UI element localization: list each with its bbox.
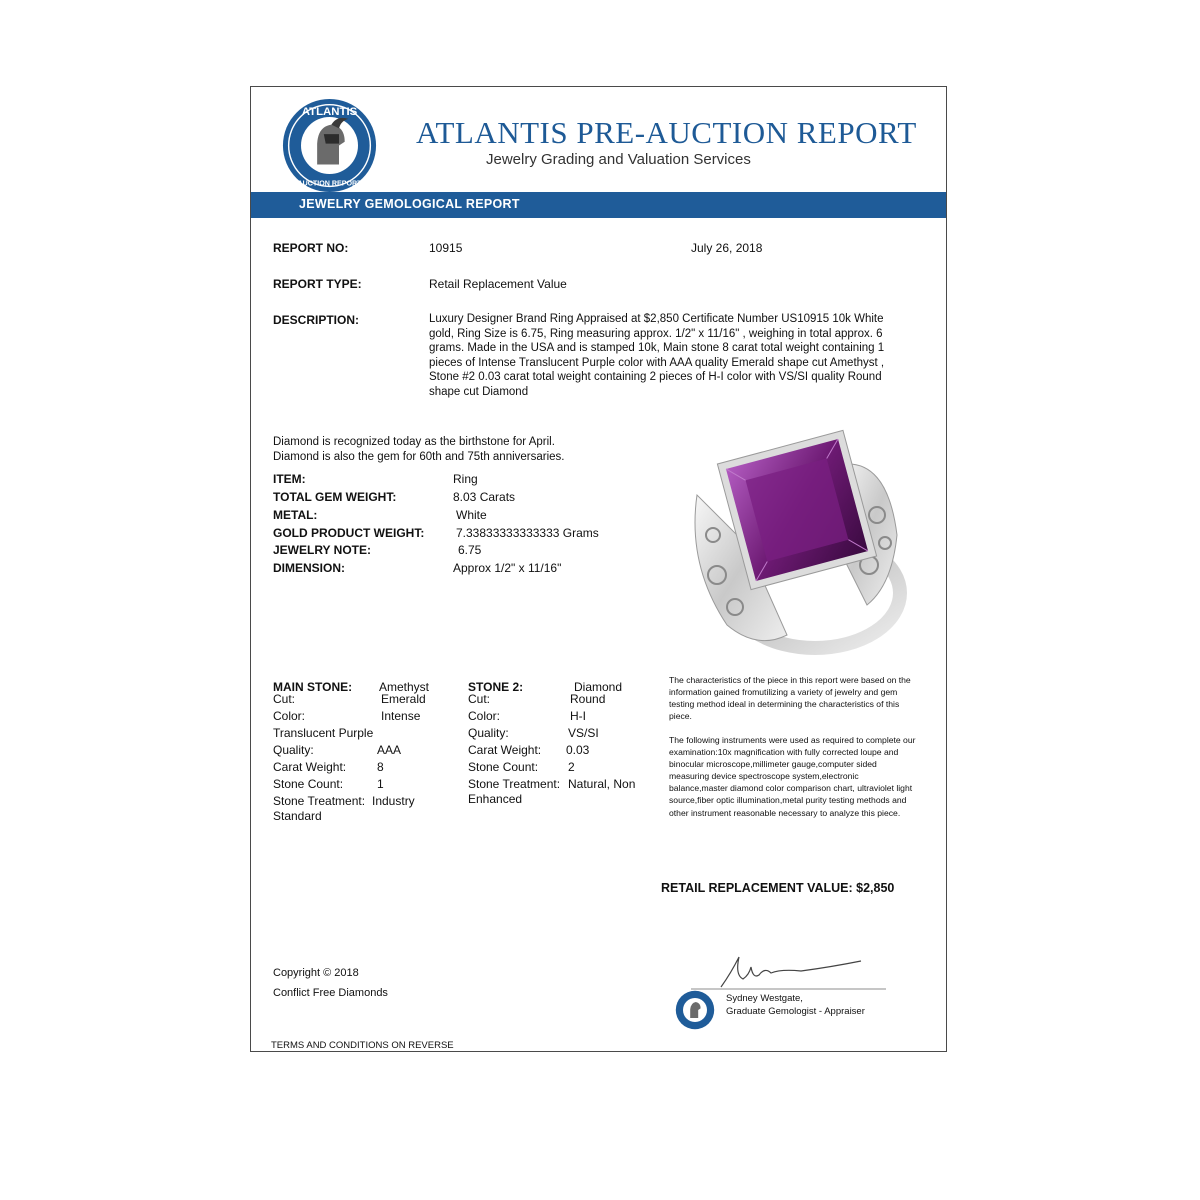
disclaimer-paragraph-1: The characteristics of the piece in this report were based on the information gained fromutilizing a variety of jewelry and gem testing method ideal in determining the characteristics of this piece. (669, 675, 911, 722)
stone2-treat-label: Stone Treatment: (468, 777, 561, 791)
section-band (251, 192, 946, 218)
ring-image (687, 425, 917, 655)
svg-text:AUCTION REPORT: AUCTION REPORT (297, 179, 362, 188)
stone2-weight-label: Carat Weight: (468, 743, 542, 757)
detail-label: GOLD PRODUCT WEIGHT: (273, 526, 425, 540)
main-stone-color-label: Color: (273, 709, 306, 723)
report-date: July 26, 2018 (691, 241, 763, 255)
main-stone-quality: AAA (377, 743, 402, 757)
main-stone-count: 1 (377, 777, 384, 791)
main-stone-quality-label: Quality: (273, 743, 314, 757)
report-type-label: REPORT TYPE: (273, 277, 362, 291)
report-no-label: REPORT NO: (273, 241, 349, 255)
detail-label: ITEM: (273, 472, 306, 486)
main-stone-count-label: Stone Count: (273, 777, 344, 791)
main-stone-weight-label: Carat Weight: (273, 760, 347, 774)
stone2-cut-label: Cut: (468, 692, 491, 706)
main-stone-weight: 8 (377, 760, 384, 774)
report-no-value: 10915 (429, 241, 463, 255)
detail-value: 6.75 (458, 543, 482, 557)
main-stone-color: Intense (381, 709, 421, 723)
birthstone-line-2: Diamond is also the gem for 60th and 75th anniversaries. (273, 451, 565, 463)
detail-value: 8.03 Carats (453, 490, 516, 504)
signature-image (691, 945, 891, 995)
detail-value: 7.33833333333333 Grams (456, 526, 599, 540)
stone2-color: H-I (570, 709, 586, 723)
conflict-free: Conflict Free Diamonds (273, 987, 388, 999)
report-subtitle: Jewelry Grading and Valuation Services (486, 151, 751, 168)
signer-name: Sydney Westgate, (726, 993, 803, 1004)
detail-value: White (456, 508, 487, 522)
birthstone-line-1: Diamond is recognized today as the birthstone for April. (273, 436, 555, 448)
main-stone-cut: Emerald (381, 692, 426, 706)
stone2-title: STONE 2: (468, 680, 524, 694)
stone2-quality-label: Quality: (468, 726, 509, 740)
main-stone-title: MAIN STONE: (273, 680, 353, 694)
disclaimer-paragraph-2: The following instruments were used as required to complete our examination:10x magnification with fully corrected loupe and binocular microscope,millimeter gauge,computer sided measuring device spectroscope system,electronic balance,master diamond color comparison chart, ultraviolet light source,fiber optic illumination,metal purity testing methods and other instrument reasonable necessary to analyze this piece. (669, 735, 916, 818)
detail-value: Approx 1/2" x 11/16" (453, 561, 562, 575)
report-type-value: Retail Replacement Value (429, 277, 567, 291)
report-title: ATLANTIS PRE-AUCTION REPORT (416, 115, 917, 150)
svg-text:ATLANTIS: ATLANTIS (301, 106, 358, 119)
detail-label: DIMENSION: (273, 561, 345, 575)
atlantis-logo (282, 98, 377, 193)
section-band-label: JEWELRY GEMOLOGICAL REPORT (299, 197, 520, 211)
detail-value: Ring (453, 472, 478, 486)
main-stone-treat-cont: Standard (273, 809, 322, 823)
main-stone-name: Amethyst (379, 680, 430, 694)
stone2-cut: Round (570, 692, 606, 706)
report-page (250, 86, 947, 1052)
copyright: Copyright © 2018 (273, 967, 359, 979)
stone2-count-label: Stone Count: (468, 760, 539, 774)
description-text: Luxury Designer Brand Ring Appraised at $2,850 Certificate Number US10915 10k White gold, Ring Size is 6.75, Ring measuring approx. 1/2" x 11/16" , weighing in total approx. 6 grams. Made in the USA and is stamped 10k, Main stone 8 carat total weight containing 1 pieces of Intense Translucent Purple color with AAA quality Emerald shape cut Amethyst , Stone #2 0.03 carat total weight containing 2 pieces of H-I color with VS/SI quality Round shape cut Diamond (429, 313, 885, 398)
stone2-color-label: Color: (468, 709, 501, 723)
stone2-count: 2 (568, 760, 575, 774)
retail-replacement-value: RETAIL REPLACEMENT VALUE: $2,850 (661, 881, 895, 895)
main-stone-cut-label: Cut: (273, 692, 296, 706)
description-label: DESCRIPTION: (273, 313, 360, 327)
stone2-treat: Natural, Non (568, 777, 636, 791)
detail-label: METAL: (273, 508, 318, 522)
signer-title: Graduate Gemologist - Appraiser (726, 1006, 865, 1017)
main-stone-treat: Industry (372, 794, 415, 808)
stone2-name: Diamond (574, 680, 623, 694)
main-stone-color-cont: Translucent Purple (273, 726, 374, 740)
stone2-weight: 0.03 (566, 743, 590, 757)
detail-label: JEWELRY NOTE: (273, 543, 372, 557)
detail-label: TOTAL GEM WEIGHT: (273, 490, 397, 504)
stone2-treat-cont: Enhanced (468, 792, 523, 806)
seal-image (675, 990, 715, 1030)
main-stone-treat-label: Stone Treatment: (273, 794, 366, 808)
terms-note: TERMS AND CONDITIONS ON REVERSE (271, 1040, 454, 1051)
stone2-quality: VS/SI (568, 726, 599, 740)
